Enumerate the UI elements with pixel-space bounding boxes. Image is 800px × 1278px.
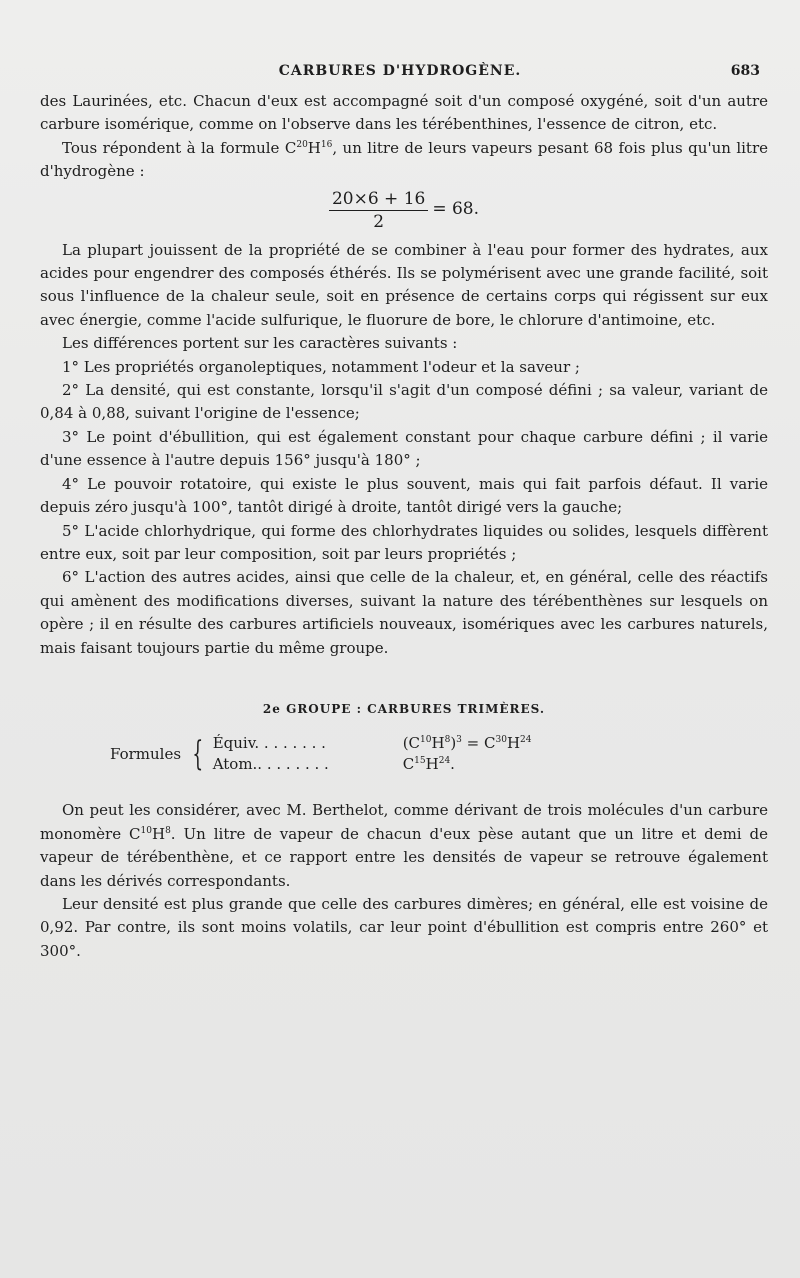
fraction-denominator: 2 xyxy=(373,211,385,232)
paragraph-density: Leur densité est plus grande que celle des carbures dimères; en général, elle est voisine de 0,92. Par contre, ils sont moins volatils, car leur point d'ébullition est compris entre 260° et 300°. xyxy=(40,894,768,960)
formula-row-equiv: Équiv. . . . . . . . $(C^{10}H^8)^3 = C^{30}H^{24}$ xyxy=(212,734,532,753)
vapor-density-equation xyxy=(40,188,768,233)
list-item: 2° La densité, qui est constante, lorsqu'il s'agit d'un composé défini ; sa valeur, variant de 0,84 à 0,88, suivant l'origine de l'essence; xyxy=(40,381,768,423)
formulas-block xyxy=(110,733,768,775)
list-item: 6° L'action des autres acides, ainsi que celle de la chaleur, et, en général, celle des réactifs qui amènent des modifications diverses, suivant la nature des térébenthènes sur lesquels on opère ; il en résulte des carbures artificiels nouveaux, isomériques avec les carbures naturels, mais faisant toujours partie du même groupe. xyxy=(40,568,768,657)
formulas-label: Formules xyxy=(110,744,182,763)
paragraph-formula-intro: Tous répondent à la formule $C^{20}H^{16}$, un litre de leurs vapeurs pesant 68 fois plus qu'un litre d'hydrogène : xyxy=(40,138,768,181)
paragraph-trimeres: On peut les considérer, avec M. Berthelot, comme dérivant de trois molécules d'un carbure monomère $C^{10}H^8$. Un litre de vapeur de chacun d'eux pèse autant que un litre et demi de vapeur de térébenthène, et ce rapport entre les densités de vapeur se retrouve également dans les dérivés correspondants. xyxy=(40,801,768,890)
page-header xyxy=(40,63,760,85)
list-item: 4° Le pouvoir rotatoire, qui existe le plus souvent, mais qui fait parfois défaut. Il varie depuis zéro jusqu'à 100°, tantôt dirigé à droite, tantôt dirigé vers la gauche; xyxy=(40,474,768,517)
running-head: CARBURES D'HYDROGÈNE. xyxy=(278,63,522,79)
section-title: 2e GROUPE : CARBURES TRIMÈRES. xyxy=(262,701,546,716)
fraction-result: = 68. xyxy=(432,199,480,220)
list-item: 3° Le point d'ébullition, qui est également constant pour chaque carbure défini ; il varie d'une essence à l'autre depuis 156° jusqu'à 180° ; xyxy=(40,427,768,470)
list-item: 5° L'acide chlorhydrique, qui forme des chlorhydrates liquides ou solides, lesquels diffèrent entre eux, soit par leur composition, soit par leurs propriétés ; xyxy=(40,521,768,563)
page-number: 683 xyxy=(730,63,760,79)
fraction-numerator: 20×6 + 16 xyxy=(329,188,428,211)
page-body xyxy=(40,90,768,963)
list-item: 1° Les propriétés organoleptiques, notamment l'odeur et la saveur ; xyxy=(62,357,580,376)
brace-glyph: { xyxy=(192,734,204,775)
paragraph-differences: Les différences portent sur les caractères suivants : xyxy=(62,334,458,353)
formula-row-atom: Atom.. . . . . . . . $C^{15}H^{24}$. xyxy=(212,755,455,774)
paragraph-properties: La plupart jouissent de la propriété de se combiner à l'eau pour former des hydrates, aux acides pour engendrer des composés éthérés. Ils se polymérisent avec une grande facilité, soit sous l'influence de la chaleur seule, soit en présence de certains corps qui régissent sur eux avec énergie, comme l'acide sulfurique, le fluorure de bore, le chlorure d'antimoine, etc. xyxy=(40,240,768,329)
paragraph-continuation: des Laurinées, etc. Chacun d'eux est accompagné soit d'un composé oxygéné, soit d'un autre carbure isomérique, comme on l'observe dans les térébenthines, l'essence de citron, etc. xyxy=(40,92,768,134)
